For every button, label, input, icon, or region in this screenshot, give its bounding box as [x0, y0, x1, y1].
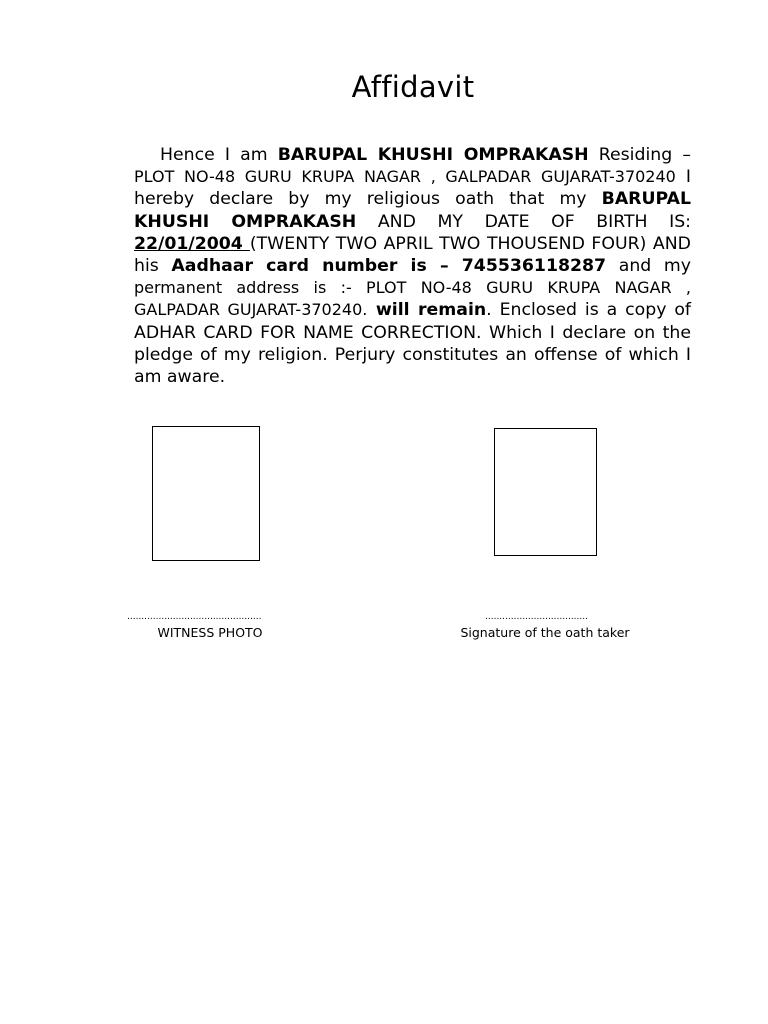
- text-segment: and my: [606, 256, 691, 277]
- witness-photo-label: WITNESS PHOTO: [157, 625, 263, 640]
- oath-taker-signature-label: Signature of the oath taker: [460, 625, 630, 640]
- deponent-name: BARUPAL KHUSHI OMPRAKASH: [277, 145, 589, 165]
- residing-address: PLOT NO-48 GURU KRUPA NAGAR , GALPADAR GUJARAT-370240: [134, 167, 676, 187]
- will-remain-text: will remain: [367, 300, 487, 321]
- document-title: Affidavit: [351, 70, 475, 104]
- witness-dotted-line: ...............................................: [127, 612, 262, 622]
- oath-taker-signature-box: [494, 428, 597, 556]
- witness-photo-box: [152, 426, 260, 561]
- affidavit-paragraph: [134, 144, 691, 388]
- text-segment: (TWENTY TWO APRIL TWO THOUSEND FOUR) AND his: [134, 233, 691, 277]
- date-of-birth: 22/01/2004: [134, 233, 250, 254]
- text-segment: Residing –: [588, 145, 691, 165]
- oath-taker-dotted-line: ....................................: [485, 612, 588, 622]
- deponent-name-repeat: BARUPAL KHUSHI OMPRAKASH: [134, 189, 691, 232]
- text-segment: Hence I am: [160, 145, 278, 165]
- permanent-address: permanent address is :- PLOT NO-48 GURU KRUPA NAGAR , GALPADAR GUJARAT-370240.: [134, 278, 691, 320]
- aadhaar-number: Aadhaar card number is – 745536118287: [171, 256, 607, 277]
- text-segment: . Enclosed is a copy of ADHAR CARD FOR NAME CORRECTION. Which I declare on the pledge of my religion. Perjury constitutes an offense of which I am aware.: [134, 300, 692, 388]
- text-segment: AND MY DATE OF BIRTH IS:: [356, 211, 692, 232]
- text-segment: I hereby declare by my religious oath that my: [134, 167, 692, 210]
